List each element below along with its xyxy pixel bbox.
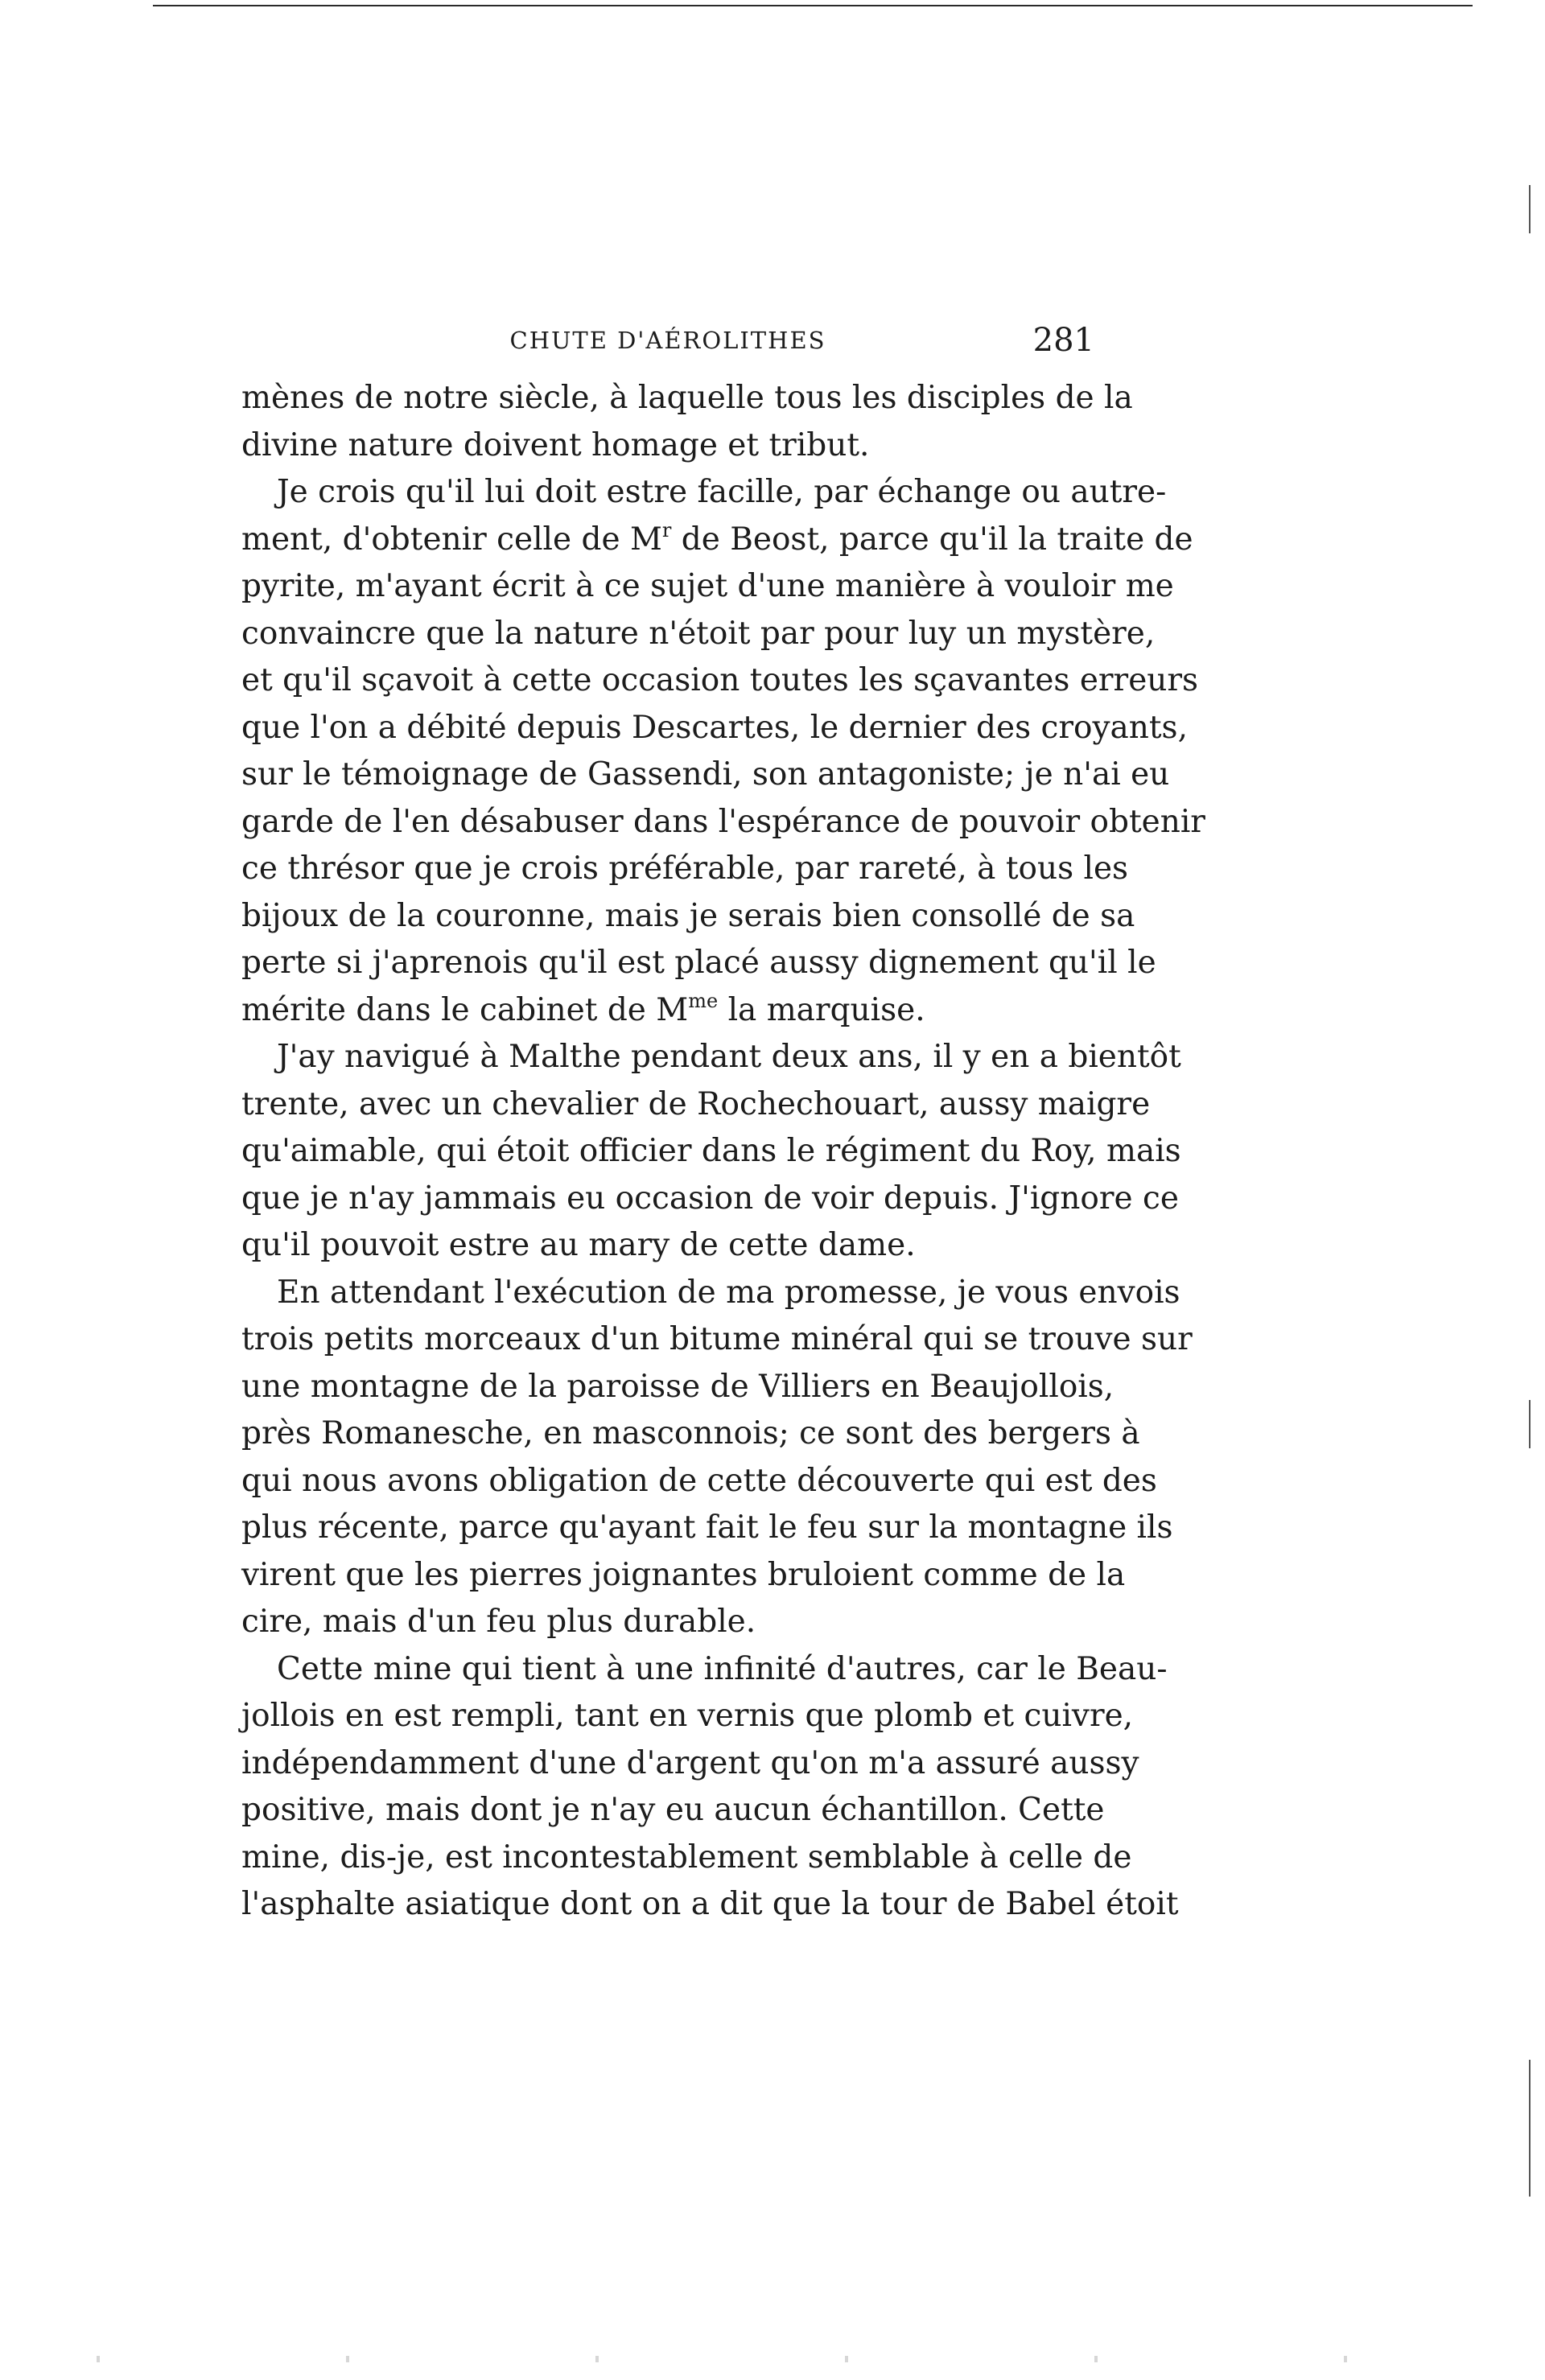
superscript: r	[661, 518, 672, 541]
text-line: perte si j'aprenois qu'il est placé aussy dignement qu'il le	[241, 945, 1156, 981]
text-line: une montagne de la paroisse de Villiers en Beaujollois,	[241, 1368, 1114, 1405]
scan-noise	[0, 2356, 1545, 2362]
text-line: sur le témoignage de Gassendi, son antagoniste; je n'ai eu	[241, 756, 1170, 793]
text-line: cire, mais d'un feu plus durable.	[241, 1604, 756, 1640]
text-fragment: ment, d'obtenir celle de M	[241, 521, 662, 558]
text-fragment: de Beost, parce qu'il la traite de	[671, 521, 1193, 558]
text-line: J'ay navigué à Malthe pendant deux ans, il y en a bientôt	[277, 1039, 1181, 1075]
margin-mark	[1529, 2060, 1531, 2197]
top-border-rule	[153, 5, 1473, 6]
margin-mark	[1529, 185, 1531, 233]
text-line	[241, 987, 1094, 1035]
text-line: Cette mine qui tient à une infinité d'autres, car le Beau-	[277, 1650, 1168, 1687]
text-line: que je n'ay jammais eu occasion de voir depuis. J'ignore ce	[241, 1180, 1179, 1217]
text-line: plus récente, parce qu'ayant fait le feu sur la montagne ils	[241, 1509, 1173, 1546]
text-line: convaincre que la nature n'étoit par pour luy un mystère,	[241, 615, 1156, 652]
margin-mark	[1529, 1400, 1531, 1448]
book-page	[241, 322, 1205, 1929]
text-line: mènes de notre siècle, à laquelle tous les disciples de la	[241, 380, 1133, 416]
body-text	[241, 375, 1205, 1929]
text-line: virent que les pierres joignantes bruloient comme de la	[241, 1556, 1126, 1593]
text-fragment: mérite dans le cabinet de M	[241, 991, 689, 1028]
text-line: trente, avec un chevalier de Rochechouart, aussy maigre	[241, 1085, 1151, 1122]
text-line: qui nous avons obligation de cette découverte qui est des	[241, 1462, 1157, 1499]
text-line: jollois en est rempli, tant en vernis que plomb et cuivre,	[241, 1698, 1134, 1734]
text-line: l'asphalte asiatique dont on a dit que la tour de Babel étoit	[241, 1886, 1179, 1922]
text-line: qu'il pouvoit estre au mary de cette dame.	[241, 1227, 916, 1263]
text-line: ce thrésor que je crois préférable, par rareté, à tous les	[241, 850, 1129, 887]
text-line: divine nature doivent homage et tribut.	[241, 426, 870, 463]
running-head	[241, 322, 1094, 369]
text-line: trois petits morceaux d'un bitume minéral qui se trouve sur	[241, 1321, 1193, 1357]
page-number: 281	[1032, 322, 1094, 359]
text-line: que l'on a débité depuis Descartes, le dernier des croyants,	[241, 709, 1188, 746]
text-line: bijoux de la couronne, mais je serais bien consollé de sa	[241, 897, 1135, 934]
text-line: En attendant l'exécution de ma promesse, je vous envois	[277, 1274, 1180, 1311]
running-title: CHUTE D'AÉROLITHES	[509, 327, 826, 354]
text-line	[241, 517, 1193, 564]
text-line: qu'aimable, qui étoit officier dans le régiment du Roy, mais	[241, 1133, 1181, 1169]
superscript: me	[688, 989, 719, 1012]
text-line: et qu'il sçavoit à cette occasion toutes les sçavantes erreurs	[241, 662, 1199, 698]
text-line: pyrite, m'ayant écrit à ce sujet d'une manière à vouloir me	[241, 568, 1174, 604]
text-line: mine, dis-je, est incontestablement semblable à celle de	[241, 1839, 1132, 1876]
text-line: près Romanesche, en masconnois; ce sont des bergers à	[241, 1415, 1140, 1451]
text-fragment: la marquise.	[718, 991, 925, 1028]
text-line: Je crois qu'il lui doit estre facille, par échange ou autre-	[277, 474, 1167, 510]
text-line: positive, mais dont je n'ay eu aucun échantillon. Cette	[241, 1792, 1105, 1828]
text-line: indépendamment d'une d'argent qu'on m'a assuré aussy	[241, 1744, 1139, 1781]
text-line: garde de l'en désabuser dans l'espérance de pouvoir obtenir	[241, 803, 1205, 840]
